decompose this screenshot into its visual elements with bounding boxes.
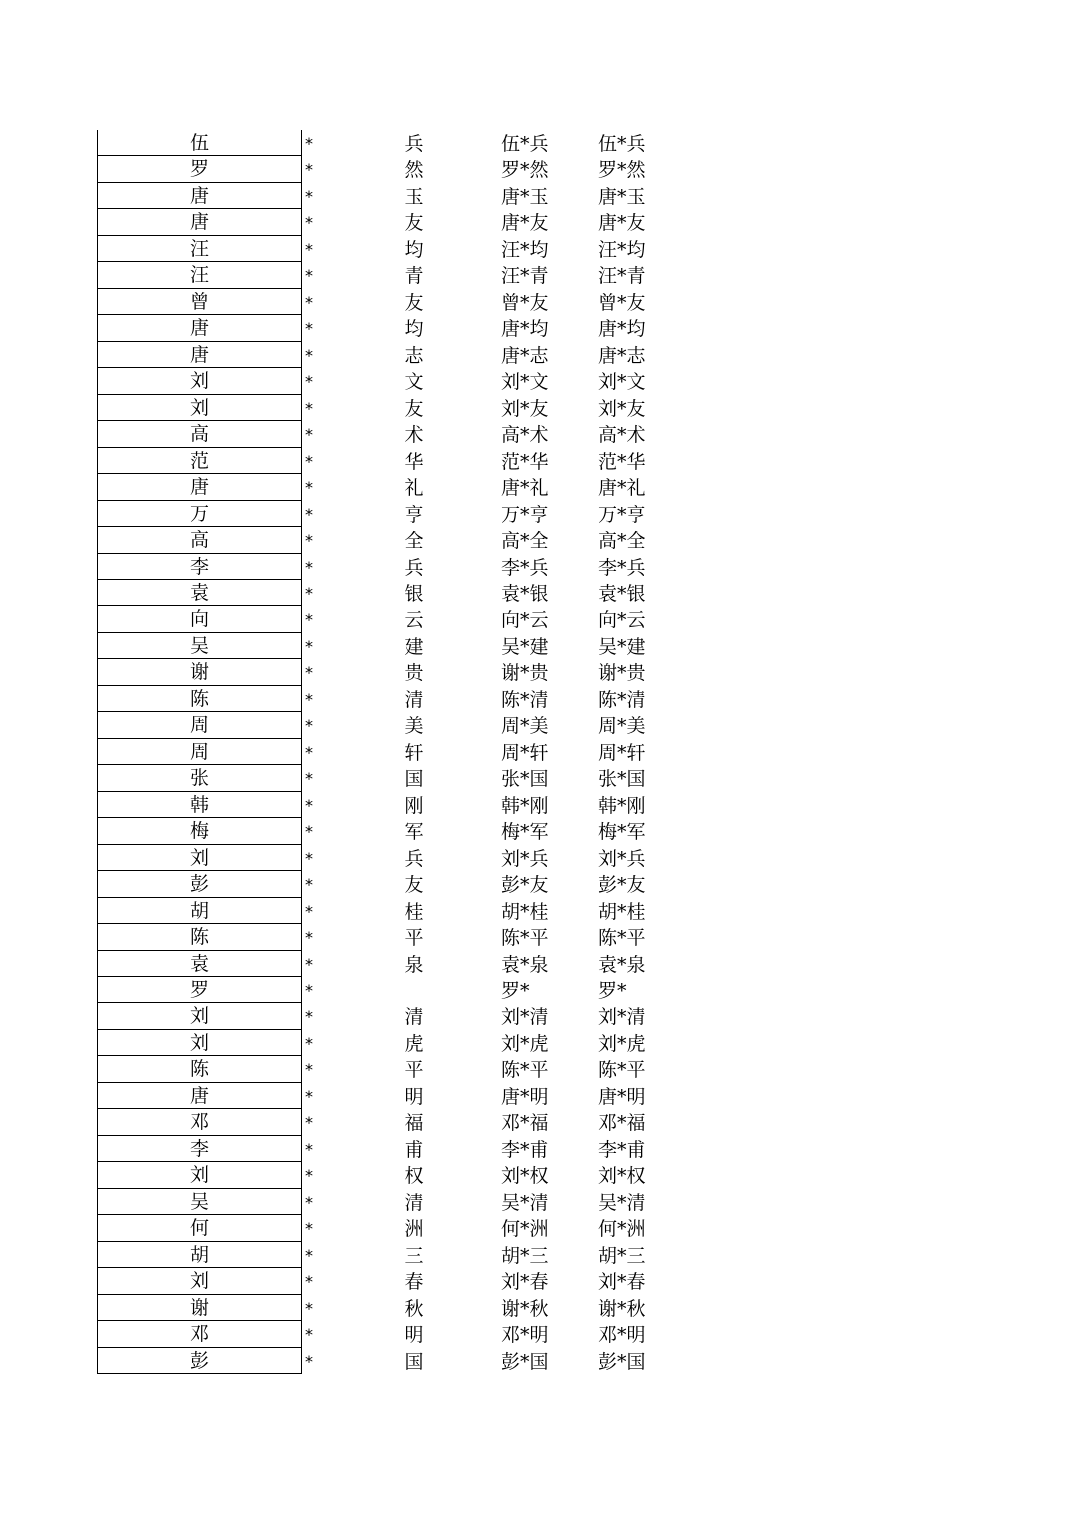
surname-cell: 陈 [97, 686, 302, 712]
mask-cell: * [305, 1007, 313, 1027]
combined-name-copy-cell: 刘*权 [598, 1165, 646, 1188]
combined-name-copy-cell: 胡*桂 [598, 900, 646, 923]
mask-cell: * [305, 1033, 313, 1053]
table-row [97, 1295, 717, 1321]
table-row [97, 871, 717, 897]
combined-name-copy-cell: 吴*建 [598, 635, 646, 658]
combined-name-copy-cell: 唐*明 [598, 1085, 646, 1108]
table-row [97, 527, 717, 553]
mask-cell: * [305, 1298, 313, 1318]
table-row [97, 236, 717, 262]
combined-name-cell: 袁*银 [501, 582, 549, 605]
surname-cell: 邓 [97, 1321, 302, 1347]
table-row [97, 1109, 717, 1135]
surname-cell: 刘 [97, 368, 302, 394]
given-name-cell: 友 [404, 874, 424, 897]
given-name-cell: 刚 [404, 794, 424, 817]
mask-cell: * [305, 875, 313, 895]
table-row [97, 209, 717, 235]
combined-name-copy-cell: 袁*泉 [598, 953, 646, 976]
combined-name-cell: 周*轩 [501, 741, 549, 764]
mask-cell: * [305, 795, 313, 815]
combined-name-copy-cell: 唐*礼 [598, 477, 646, 500]
combined-name-cell: 吴*建 [501, 635, 549, 658]
surname-cell: 唐 [97, 342, 302, 368]
surname-cell: 谢 [97, 1295, 302, 1321]
table-row [97, 183, 717, 209]
surname-cell: 彭 [97, 871, 302, 897]
table-row [97, 606, 717, 632]
table-row [97, 686, 717, 712]
mask-cell: * [305, 663, 313, 683]
given-name-cell: 秋 [404, 1297, 424, 1320]
given-name-cell: 明 [404, 1085, 424, 1108]
combined-name-copy-cell: 高*术 [598, 424, 646, 447]
combined-name-copy-cell: 吴*清 [598, 1191, 646, 1214]
surname-cell: 袁 [97, 951, 302, 977]
mask-cell: * [305, 213, 313, 233]
mask-cell: * [305, 1219, 313, 1239]
surname-cell: 汪 [97, 236, 302, 262]
given-name-cell: 平 [404, 1059, 424, 1082]
table-row [97, 818, 717, 844]
given-name-cell: 礼 [404, 477, 424, 500]
surname-cell: 向 [97, 606, 302, 632]
given-name-cell: 友 [404, 397, 424, 420]
given-name-cell: 平 [404, 927, 424, 950]
given-name-cell: 友 [404, 291, 424, 314]
combined-name-copy-cell: 唐*志 [598, 344, 646, 367]
table-row [97, 156, 717, 182]
mask-cell: * [305, 160, 313, 180]
combined-name-cell: 梅*军 [501, 821, 549, 844]
combined-name-cell: 何*洲 [501, 1218, 549, 1241]
surname-cell: 胡 [97, 1242, 302, 1268]
surname-cell: 彭 [97, 1348, 302, 1374]
given-name-cell: 军 [404, 821, 424, 844]
mask-cell: * [305, 557, 313, 577]
table-row [97, 792, 717, 818]
combined-name-copy-cell: 周*美 [598, 715, 646, 738]
combined-name-cell: 陈*清 [501, 688, 549, 711]
given-name-cell: 云 [404, 609, 424, 632]
table-row [97, 395, 717, 421]
given-name-cell: 友 [404, 212, 424, 235]
surname-cell: 刘 [97, 1268, 302, 1294]
combined-name-cell: 李*甫 [501, 1138, 549, 1161]
combined-name-cell: 万*亨 [501, 503, 549, 526]
mask-cell: * [305, 928, 313, 948]
table-row [97, 368, 717, 394]
combined-name-copy-cell: 汪*青 [598, 265, 646, 288]
combined-name-cell: 向*云 [501, 609, 549, 632]
mask-cell: * [305, 1325, 313, 1345]
surname-cell: 汪 [97, 262, 302, 288]
combined-name-cell: 邓*福 [501, 1112, 549, 1135]
combined-name-cell: 谢*贵 [501, 662, 549, 685]
surname-cell: 唐 [97, 1083, 302, 1109]
combined-name-cell: 邓*明 [501, 1324, 549, 1347]
mask-cell: * [305, 319, 313, 339]
surname-cell: 范 [97, 448, 302, 474]
given-name-cell: 华 [404, 450, 424, 473]
surname-cell: 陈 [97, 924, 302, 950]
combined-name-copy-cell: 何*洲 [598, 1218, 646, 1241]
combined-name-copy-cell: 邓*明 [598, 1324, 646, 1347]
given-name-cell: 术 [404, 424, 424, 447]
surname-cell: 唐 [97, 474, 302, 500]
combined-name-copy-cell: 张*国 [598, 768, 646, 791]
combined-name-copy-cell: 李*兵 [598, 556, 646, 579]
given-name-cell: 文 [404, 371, 424, 394]
surname-cell: 曾 [97, 289, 302, 315]
combined-name-copy-cell: 邓*福 [598, 1112, 646, 1135]
mask-cell: * [305, 1272, 313, 1292]
mask-cell: * [305, 981, 313, 1000]
combined-name-copy-cell: 刘*文 [598, 371, 646, 394]
surname-cell: 袁 [97, 580, 302, 606]
combined-name-cell: 高*全 [501, 530, 549, 553]
combined-name-copy-cell: 陈*清 [598, 688, 646, 711]
combined-name-copy-cell: 周*轩 [598, 741, 646, 764]
surname-cell: 万 [97, 501, 302, 527]
table-row [97, 501, 717, 527]
combined-name-cell: 韩*刚 [501, 794, 549, 817]
combined-name-copy-cell: 万*亨 [598, 503, 646, 526]
given-name-cell: 清 [404, 1191, 424, 1214]
combined-name-copy-cell: 胡*三 [598, 1244, 646, 1267]
table-row [97, 845, 717, 871]
combined-name-cell: 袁*泉 [501, 953, 549, 976]
surname-cell: 何 [97, 1215, 302, 1241]
table-row [97, 262, 717, 288]
combined-name-cell: 刘*虎 [501, 1032, 549, 1055]
combined-name-copy-cell: 曾*友 [598, 291, 646, 314]
combined-name-copy-cell: 刘*清 [598, 1006, 646, 1029]
given-name-cell: 福 [404, 1112, 424, 1135]
given-name-cell: 泉 [404, 953, 424, 976]
mask-cell: * [305, 186, 313, 206]
mask-cell: * [305, 954, 313, 974]
combined-name-copy-cell: 谢*秋 [598, 1297, 646, 1320]
mask-cell: * [305, 292, 313, 312]
mask-cell: * [305, 239, 313, 259]
table-row [97, 580, 717, 606]
combined-name-cell: 刘*文 [501, 371, 549, 394]
given-name-cell: 权 [404, 1165, 424, 1188]
combined-name-cell: 彭*国 [501, 1350, 549, 1373]
combined-name-cell: 陈*平 [501, 927, 549, 950]
combined-name-cell: 高*术 [501, 424, 549, 447]
combined-name-copy-cell: 袁*银 [598, 582, 646, 605]
surname-cell: 刘 [97, 1162, 302, 1188]
mask-cell: * [305, 372, 313, 392]
mask-cell: * [305, 1166, 313, 1186]
surname-cell: 陈 [97, 1056, 302, 1082]
combined-name-cell: 周*美 [501, 715, 549, 738]
given-name-cell: 三 [404, 1244, 424, 1267]
surname-cell: 邓 [97, 1109, 302, 1135]
surname-cell: 高 [97, 421, 302, 447]
combined-name-cell: 刘*兵 [501, 847, 549, 870]
surname-cell: 周 [97, 712, 302, 738]
table-row [97, 1215, 717, 1241]
table-row [97, 898, 717, 924]
combined-name-copy-cell: 韩*刚 [598, 794, 646, 817]
combined-name-cell: 刘*友 [501, 397, 549, 420]
combined-name-cell: 唐*礼 [501, 477, 549, 500]
mask-cell: * [305, 134, 313, 153]
combined-name-cell: 胡*三 [501, 1244, 549, 1267]
table-row [97, 1189, 717, 1215]
surname-cell: 张 [97, 765, 302, 791]
surname-cell: 李 [97, 1136, 302, 1162]
surname-cell: 胡 [97, 898, 302, 924]
table-row [97, 951, 717, 977]
table-row [97, 1083, 717, 1109]
surname-cell: 谢 [97, 659, 302, 685]
given-name-cell: 银 [404, 582, 424, 605]
combined-name-cell: 唐*友 [501, 212, 549, 235]
table-row [97, 1056, 717, 1082]
mask-cell: * [305, 689, 313, 709]
mask-cell: * [305, 398, 313, 418]
table-row [97, 342, 717, 368]
given-name-cell: 甫 [404, 1138, 424, 1161]
given-name-cell: 贵 [404, 662, 424, 685]
combined-name-cell: 曾*友 [501, 291, 549, 314]
given-name-cell: 美 [404, 715, 424, 738]
table-row [97, 977, 717, 1003]
given-name-cell: 清 [404, 1006, 424, 1029]
table-row [97, 289, 717, 315]
combined-name-cell: 胡*桂 [501, 900, 549, 923]
mask-cell: * [305, 1113, 313, 1133]
given-name-cell: 全 [404, 530, 424, 553]
given-name-cell: 建 [404, 635, 424, 658]
mask-cell: * [305, 1351, 313, 1371]
surname-cell: 刘 [97, 845, 302, 871]
surname-cell: 韩 [97, 792, 302, 818]
combined-name-cell: 唐*玉 [501, 185, 549, 208]
surname-cell: 伍 [97, 130, 302, 156]
mask-cell: * [305, 1060, 313, 1080]
given-name-cell: 均 [404, 238, 424, 261]
mask-cell: * [305, 716, 313, 736]
combined-name-cell: 汪*均 [501, 238, 549, 261]
mask-cell: * [305, 1086, 313, 1106]
mask-cell: * [305, 266, 313, 286]
table-row [97, 1348, 717, 1374]
given-name-cell: 春 [404, 1271, 424, 1294]
surname-cell: 吴 [97, 1189, 302, 1215]
table-row [97, 765, 717, 791]
combined-name-copy-cell: 罗* [598, 980, 627, 1002]
table-row [97, 1242, 717, 1268]
combined-name-cell: 汪*青 [501, 265, 549, 288]
mask-cell: * [305, 769, 313, 789]
mask-cell: * [305, 901, 313, 921]
combined-name-cell: 彭*友 [501, 874, 549, 897]
table-row [97, 315, 717, 341]
combined-name-copy-cell: 彭*国 [598, 1350, 646, 1373]
mask-cell: * [305, 1139, 313, 1159]
combined-name-copy-cell: 刘*兵 [598, 847, 646, 870]
combined-name-copy-cell: 汪*均 [598, 238, 646, 261]
combined-name-cell: 唐*明 [501, 1085, 549, 1108]
table-row [97, 1268, 717, 1294]
combined-name-cell: 张*国 [501, 768, 549, 791]
surname-cell: 刘 [97, 1003, 302, 1029]
given-name-cell: 兵 [404, 133, 424, 155]
table-row [97, 659, 717, 685]
table-row [97, 448, 717, 474]
combined-name-copy-cell: 刘*虎 [598, 1032, 646, 1055]
combined-name-cell: 刘*清 [501, 1006, 549, 1029]
mask-cell: * [305, 425, 313, 445]
table-row [97, 712, 717, 738]
table-row [97, 1030, 717, 1056]
given-name-cell: 兵 [404, 847, 424, 870]
table-row [97, 1162, 717, 1188]
table-row [97, 1136, 717, 1162]
given-name-cell: 国 [404, 1350, 424, 1373]
combined-name-cell: 李*兵 [501, 556, 549, 579]
mask-cell: * [305, 478, 313, 498]
combined-name-cell: 刘*权 [501, 1165, 549, 1188]
given-name-cell: 兵 [404, 556, 424, 579]
combined-name-copy-cell: 刘*友 [598, 397, 646, 420]
combined-name-copy-cell: 唐*玉 [598, 185, 646, 208]
combined-name-copy-cell: 范*华 [598, 450, 646, 473]
combined-name-cell: 唐*均 [501, 318, 549, 341]
given-name-cell: 青 [404, 265, 424, 288]
surname-cell: 唐 [97, 315, 302, 341]
surname-cell: 唐 [97, 183, 302, 209]
combined-name-cell: 刘*春 [501, 1271, 549, 1294]
combined-name-copy-cell: 陈*平 [598, 927, 646, 950]
given-name-cell: 亨 [404, 503, 424, 526]
combined-name-copy-cell: 陈*平 [598, 1059, 646, 1082]
given-name-cell: 洲 [404, 1218, 424, 1241]
combined-name-cell: 罗* [501, 980, 530, 1002]
given-name-cell: 虎 [404, 1032, 424, 1055]
combined-name-cell: 范*华 [501, 450, 549, 473]
given-name-cell: 桂 [404, 900, 424, 923]
name-table [97, 130, 717, 1374]
surname-cell: 唐 [97, 209, 302, 235]
surname-cell: 高 [97, 527, 302, 553]
combined-name-copy-cell: 唐*友 [598, 212, 646, 235]
combined-name-copy-cell: 唐*均 [598, 318, 646, 341]
mask-cell: * [305, 848, 313, 868]
given-name-cell: 清 [404, 688, 424, 711]
given-name-cell: 明 [404, 1324, 424, 1347]
combined-name-copy-cell: 谢*贵 [598, 662, 646, 685]
mask-cell: * [305, 742, 313, 762]
table-row [97, 739, 717, 765]
given-name-cell: 国 [404, 768, 424, 791]
table-row [97, 554, 717, 580]
mask-cell: * [305, 451, 313, 471]
mask-cell: * [305, 1192, 313, 1212]
table-row [97, 421, 717, 447]
given-name-cell: 轩 [404, 741, 424, 764]
combined-name-cell: 谢*秋 [501, 1297, 549, 1320]
table-row [97, 633, 717, 659]
combined-name-cell: 陈*平 [501, 1059, 549, 1082]
surname-cell: 周 [97, 739, 302, 765]
mask-cell: * [305, 531, 313, 551]
combined-name-copy-cell: 伍*兵 [598, 133, 646, 155]
mask-cell: * [305, 583, 313, 603]
combined-name-copy-cell: 高*全 [598, 530, 646, 553]
surname-cell: 罗 [97, 156, 302, 182]
table-row [97, 130, 717, 156]
mask-cell: * [305, 1245, 313, 1265]
table-row [97, 1003, 717, 1029]
combined-name-copy-cell: 向*云 [598, 609, 646, 632]
combined-name-copy-cell: 彭*友 [598, 874, 646, 897]
surname-cell: 罗 [97, 977, 302, 1003]
given-name-cell: 志 [404, 344, 424, 367]
combined-name-copy-cell: 李*甫 [598, 1138, 646, 1161]
surname-cell: 吴 [97, 633, 302, 659]
combined-name-cell: 伍*兵 [501, 133, 549, 155]
surname-cell: 刘 [97, 1030, 302, 1056]
table-row [97, 474, 717, 500]
surname-cell: 李 [97, 554, 302, 580]
surname-cell: 刘 [97, 395, 302, 421]
mask-cell: * [305, 822, 313, 842]
table-row [97, 1321, 717, 1347]
combined-name-copy-cell: 梅*军 [598, 821, 646, 844]
mask-cell: * [305, 610, 313, 630]
given-name-cell: 玉 [404, 185, 424, 208]
combined-name-copy-cell: 罗*然 [598, 159, 646, 182]
combined-name-copy-cell: 刘*春 [598, 1271, 646, 1294]
mask-cell: * [305, 504, 313, 524]
combined-name-cell: 唐*志 [501, 344, 549, 367]
surname-cell: 梅 [97, 818, 302, 844]
given-name-cell: 均 [404, 318, 424, 341]
table-row [97, 924, 717, 950]
mask-cell: * [305, 636, 313, 656]
mask-cell: * [305, 345, 313, 365]
given-name-cell: 然 [404, 159, 424, 182]
combined-name-cell: 罗*然 [501, 159, 549, 182]
combined-name-cell: 吴*清 [501, 1191, 549, 1214]
